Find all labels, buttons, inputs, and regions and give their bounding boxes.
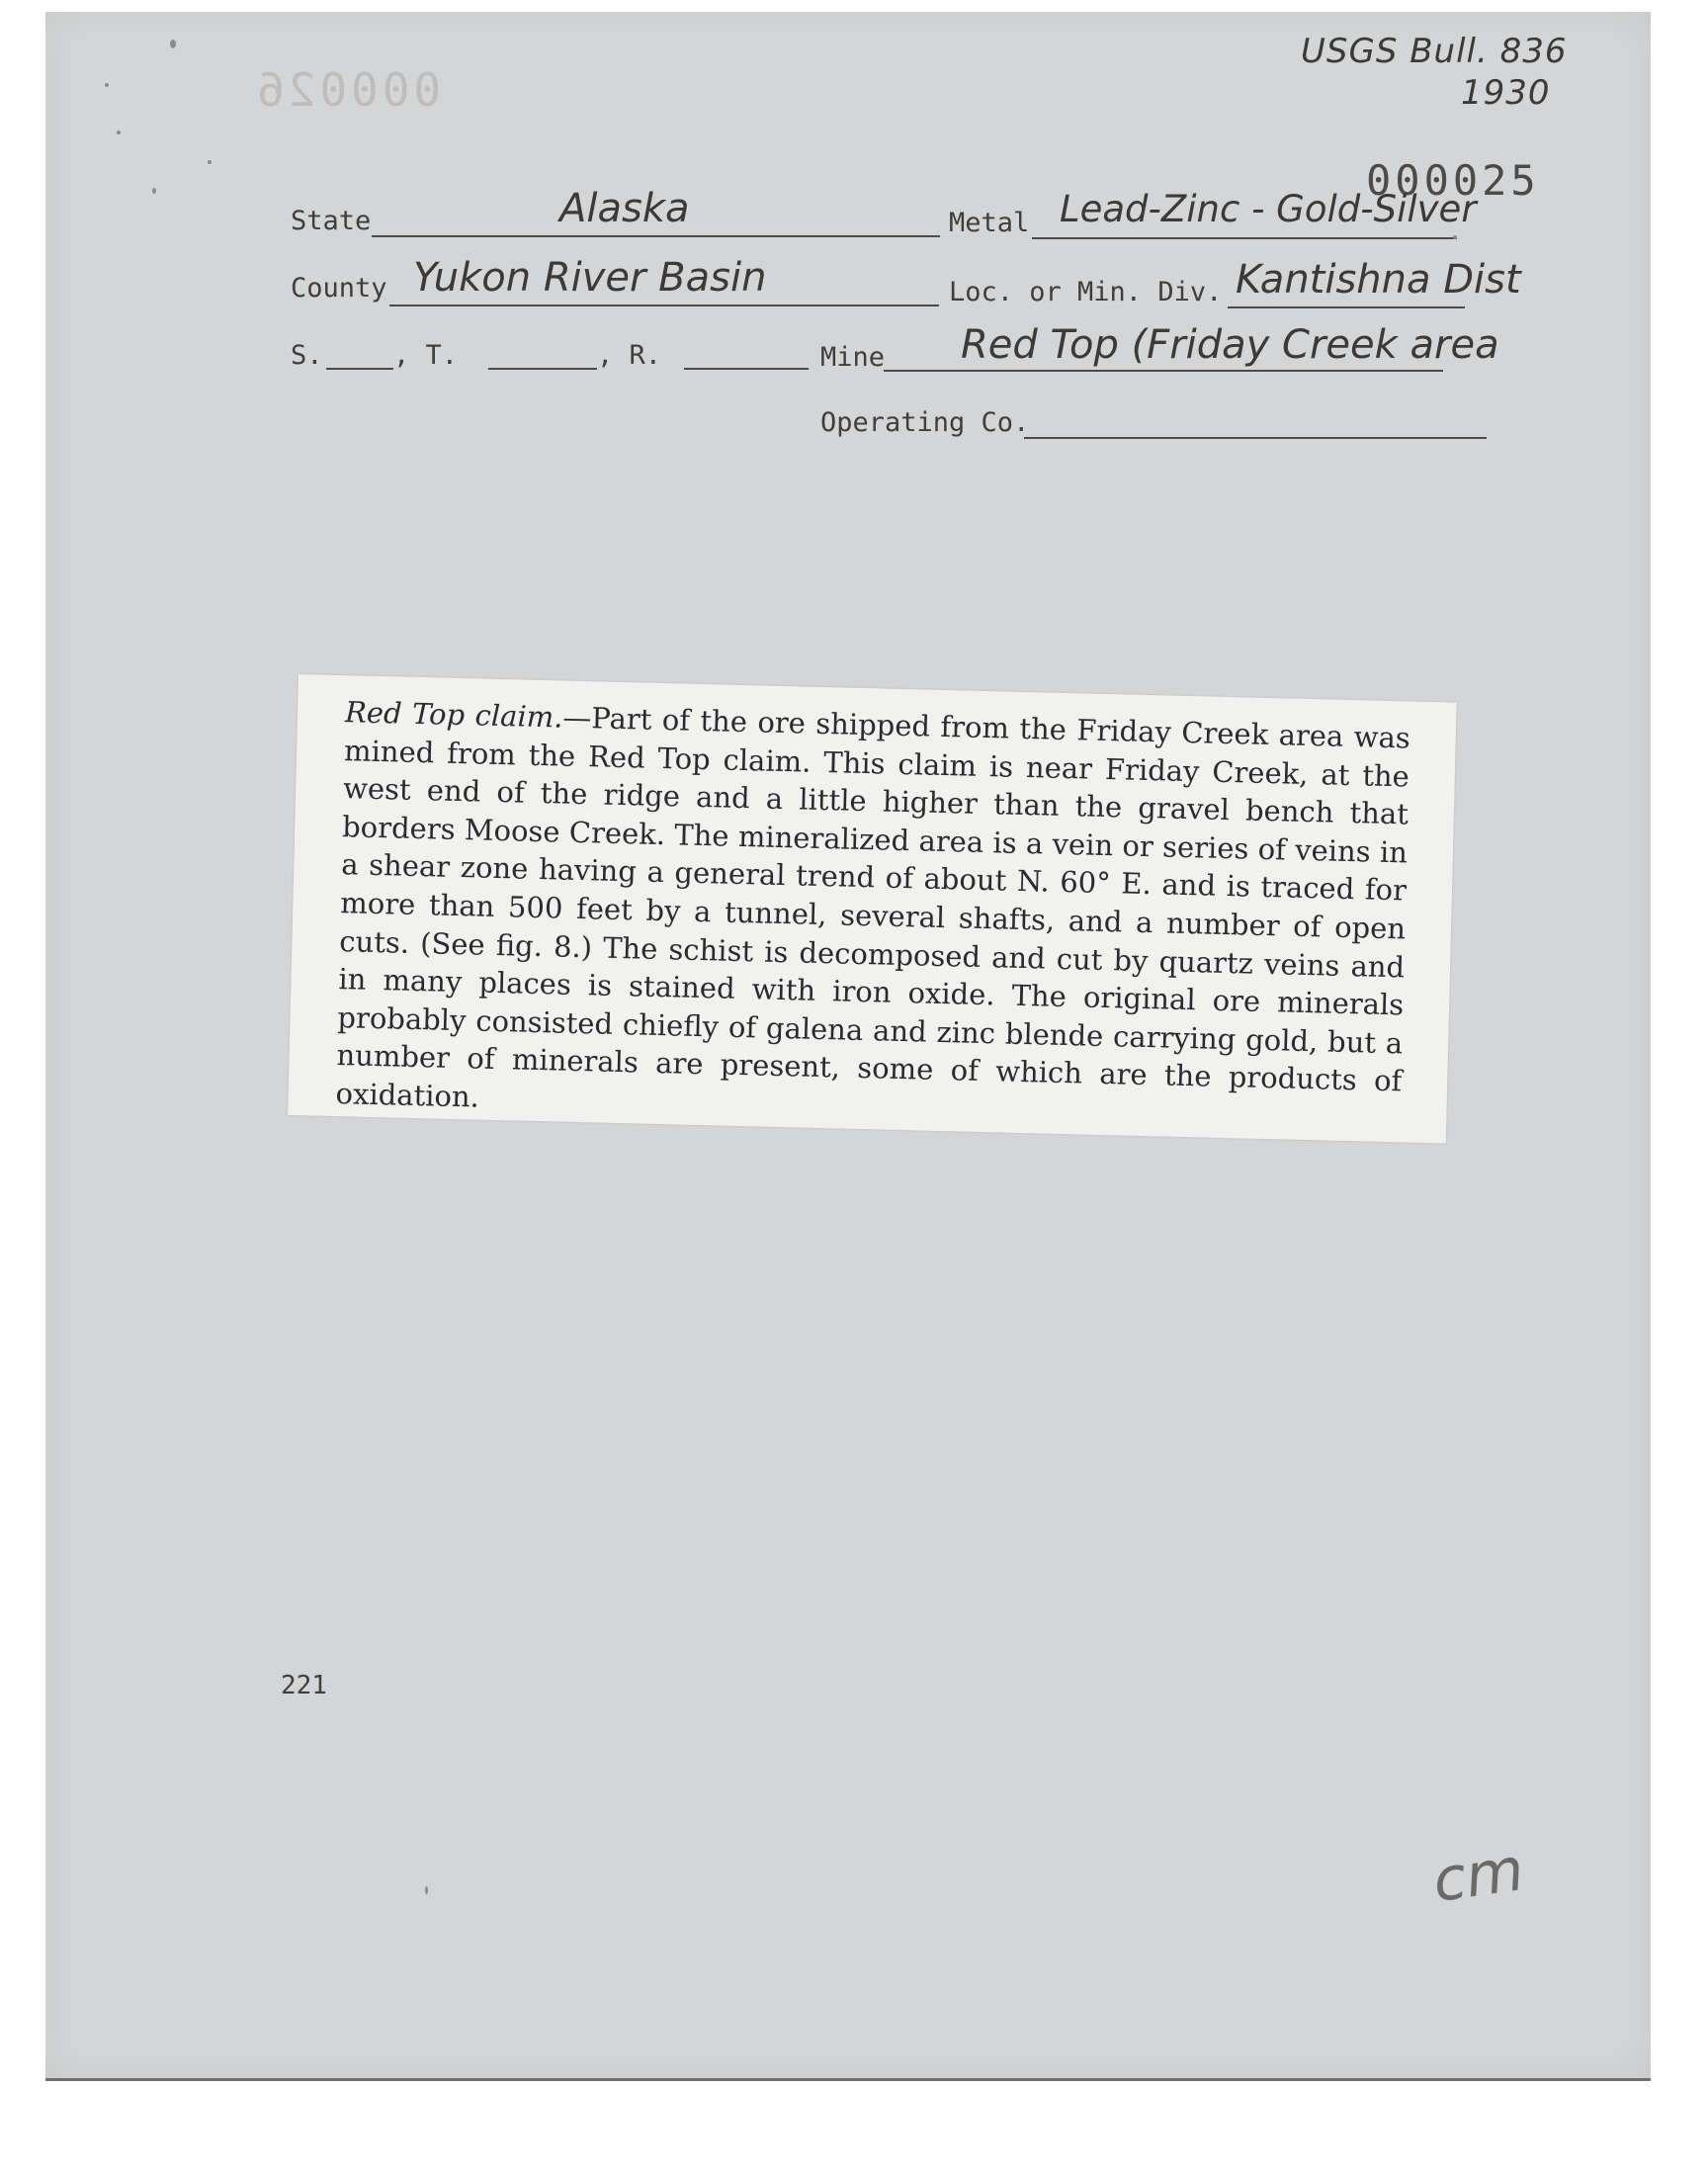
mine-value: Red Top (Friday Creek area — [961, 322, 1499, 368]
clipping-heading: Red Top claim. — [344, 695, 563, 735]
county-label: County — [291, 273, 387, 304]
state-underline — [372, 235, 940, 237]
reference-line-1: USGS Bull. 836 — [1301, 32, 1568, 71]
metal-label: Metal — [949, 208, 1030, 238]
scan-speck — [170, 40, 176, 48]
clipping-paragraph — [335, 693, 1410, 1139]
range-label: , R. — [597, 340, 662, 371]
operating-co-label: Operating Co. — [820, 407, 1030, 438]
clipping-body: —Part of the ore shipped from the Friday Creek area was mined from the Red Top claim. This claim is near Friday Creek, at the west end of the ridge and a little higher than the gravel bench that borders Moose Creek. The mineralized area is a vein or series of veins in a shear zone having a general trend of about N. 60° E. and is traced for more than 500 feet by a tunnel, several shafts, and a number of open cuts. (See fig. 8.) The schist is decomposed and cut by quartz veins and in many places is stained with iron oxide. The original ore minerals probably consisted chiefly of galena and zinc blende carrying gold, but a number of minerals are present, some of which are the products of oxidation. — [335, 700, 1411, 1114]
text-clipping — [288, 674, 1457, 1144]
page-number: 221 — [281, 1671, 327, 1700]
scan-speck — [1453, 235, 1457, 239]
serial-number: 000025 — [1366, 156, 1540, 205]
document-page — [45, 12, 1651, 2081]
loc-underline — [1228, 306, 1465, 308]
mine-underline — [884, 370, 1443, 372]
section-underline — [326, 368, 393, 370]
scan-speck — [105, 83, 109, 87]
state-label: State — [291, 206, 372, 236]
section-label: S. — [291, 340, 323, 371]
scan-speck — [152, 188, 156, 194]
township-underline — [488, 368, 597, 370]
metal-value: Lead-Zinc - Gold-Silver — [1060, 188, 1477, 230]
operating-co-underline — [1024, 437, 1487, 439]
ghost-stamp: 000026 — [253, 63, 442, 117]
scan-speck — [208, 160, 212, 164]
county-underline — [389, 304, 939, 306]
handwritten-initials: cm — [1428, 1834, 1528, 1917]
county-value: Yukon River Basin — [413, 255, 767, 301]
loc-label: Loc. or Min. Div. — [949, 277, 1223, 307]
scan-speck — [117, 130, 121, 134]
mine-label: Mine — [820, 342, 886, 373]
scan-speck — [425, 1886, 428, 1894]
reference-line-2: 1930 — [1461, 73, 1551, 113]
range-underline — [684, 368, 809, 370]
loc-value: Kantishna Dist — [1236, 257, 1521, 303]
state-value: Alaska — [559, 186, 690, 231]
metal-underline — [1032, 237, 1457, 239]
township-label: , T. — [393, 340, 459, 371]
